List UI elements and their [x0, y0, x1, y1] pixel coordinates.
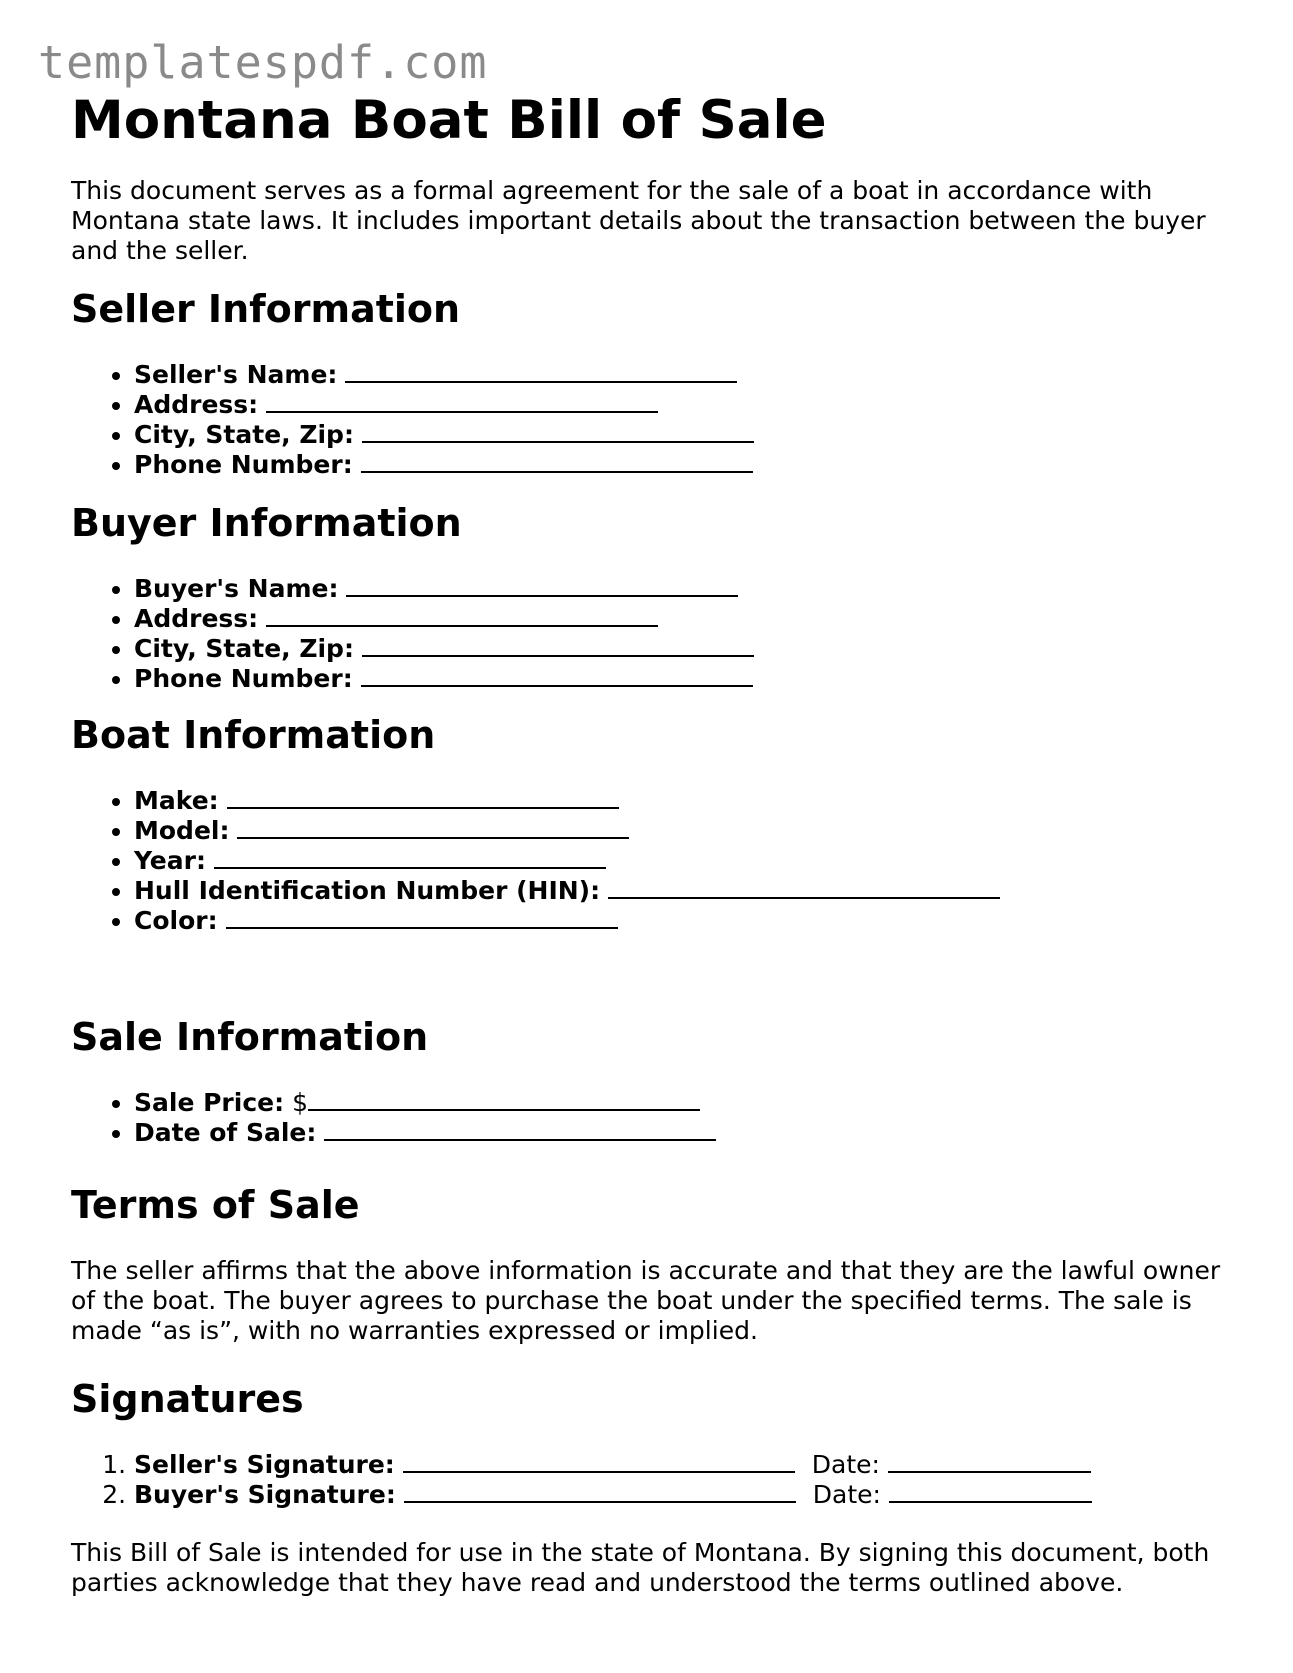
seller-signature-blank[interactable]: [403, 1451, 795, 1473]
buyer-phone-label: Phone Number:: [134, 664, 353, 693]
sale-heading: Sale Information: [71, 1015, 429, 1059]
seller-signature-item: [134, 1450, 1092, 1480]
sale-date-blank[interactable]: [324, 1119, 716, 1141]
buyer-name-label: Buyer's Name:: [134, 574, 339, 603]
buyer-signature-blank[interactable]: [404, 1481, 796, 1503]
buyer-field-list: [71, 574, 754, 694]
terms-paragraph: The seller affirms that the above information is accurate and that they are the lawful owner of the boat. The buyer agrees to purchase the boat under the specified terms. The sale is made “as is”, with no warranties expressed or implied.: [71, 1256, 1221, 1345]
boat-year-label: Year:: [134, 846, 206, 875]
buyer-address-item: [134, 604, 754, 634]
boat-color-blank[interactable]: [226, 907, 618, 929]
sale-price-item: [134, 1088, 716, 1118]
terms-heading: Terms of Sale: [71, 1183, 360, 1227]
seller-phone-label: Phone Number:: [134, 450, 353, 479]
seller-address-item: [134, 390, 754, 420]
buyer-phone-item: [134, 664, 754, 694]
dollar-sign: $: [292, 1088, 308, 1117]
boat-hin-blank[interactable]: [608, 877, 1000, 899]
buyer-signature-label: Buyer's Signature:: [134, 1480, 396, 1509]
buyer-signature-date-blank[interactable]: [889, 1481, 1092, 1503]
seller-address-label: Address:: [134, 390, 259, 419]
sale-field-list: [71, 1088, 716, 1148]
buyer-name-item: [134, 574, 754, 604]
seller-signature-label: Seller's Signature:: [134, 1450, 395, 1479]
boat-model-label: Model:: [134, 816, 230, 845]
intro-paragraph: This document serves as a formal agreement for the sale of a boat in accordance with Montana state laws. It includes important details about the transaction between the buyer and the seller.: [71, 176, 1206, 265]
buyer-phone-blank[interactable]: [361, 665, 753, 687]
boat-make-item: [134, 786, 1000, 816]
seller-city-item: [134, 420, 754, 450]
boat-hin-label: Hull Identification Number (HIN):: [134, 876, 601, 905]
signature-list: [71, 1450, 1092, 1510]
seller-signature-date-label: Date:: [811, 1450, 880, 1479]
buyer-signature-date-label: Date:: [812, 1480, 881, 1509]
buyer-city-item: [134, 634, 754, 664]
buyer-address-label: Address:: [134, 604, 259, 633]
watermark-text: templatespdf.com: [38, 36, 488, 89]
boat-model-item: [134, 816, 1000, 846]
seller-heading: Seller Information: [71, 287, 461, 331]
buyer-heading: Buyer Information: [71, 501, 462, 545]
boat-make-blank[interactable]: [227, 787, 619, 809]
boat-make-label: Make:: [134, 786, 219, 815]
buyer-city-label: City, State, Zip:: [134, 634, 354, 663]
buyer-name-blank[interactable]: [346, 575, 738, 597]
closing-paragraph: This Bill of Sale is intended for use in the state of Montana. By signing this document, both parties acknowledge that they have read and understood the terms outlined above.: [71, 1538, 1210, 1597]
sale-date-item: [134, 1118, 716, 1148]
seller-city-label: City, State, Zip:: [134, 420, 354, 449]
signatures-heading: Signatures: [71, 1377, 304, 1421]
seller-name-label: Seller's Name:: [134, 360, 338, 389]
buyer-address-blank[interactable]: [266, 605, 658, 627]
boat-model-blank[interactable]: [237, 817, 629, 839]
boat-year-item: [134, 846, 1000, 876]
buyer-city-blank[interactable]: [362, 635, 754, 657]
seller-name-item: [134, 360, 754, 390]
buyer-signature-item: [134, 1480, 1092, 1510]
seller-signature-date-blank[interactable]: [888, 1451, 1091, 1473]
sale-price-blank[interactable]: [308, 1089, 700, 1111]
seller-field-list: [71, 360, 754, 480]
boat-field-list: [71, 786, 1000, 936]
boat-hin-item: [134, 876, 1000, 906]
sale-date-label: Date of Sale:: [134, 1118, 317, 1147]
seller-phone-item: [134, 450, 754, 480]
seller-city-blank[interactable]: [362, 421, 754, 443]
boat-color-item: [134, 906, 1000, 936]
seller-phone-blank[interactable]: [361, 451, 753, 473]
seller-address-blank[interactable]: [266, 391, 658, 413]
seller-name-blank[interactable]: [345, 361, 737, 383]
boat-year-blank[interactable]: [214, 847, 606, 869]
document-title: Montana Boat Bill of Sale: [71, 90, 827, 151]
boat-heading: Boat Information: [71, 713, 436, 757]
sale-price-label: Sale Price:: [134, 1088, 285, 1117]
boat-color-label: Color:: [134, 906, 218, 935]
